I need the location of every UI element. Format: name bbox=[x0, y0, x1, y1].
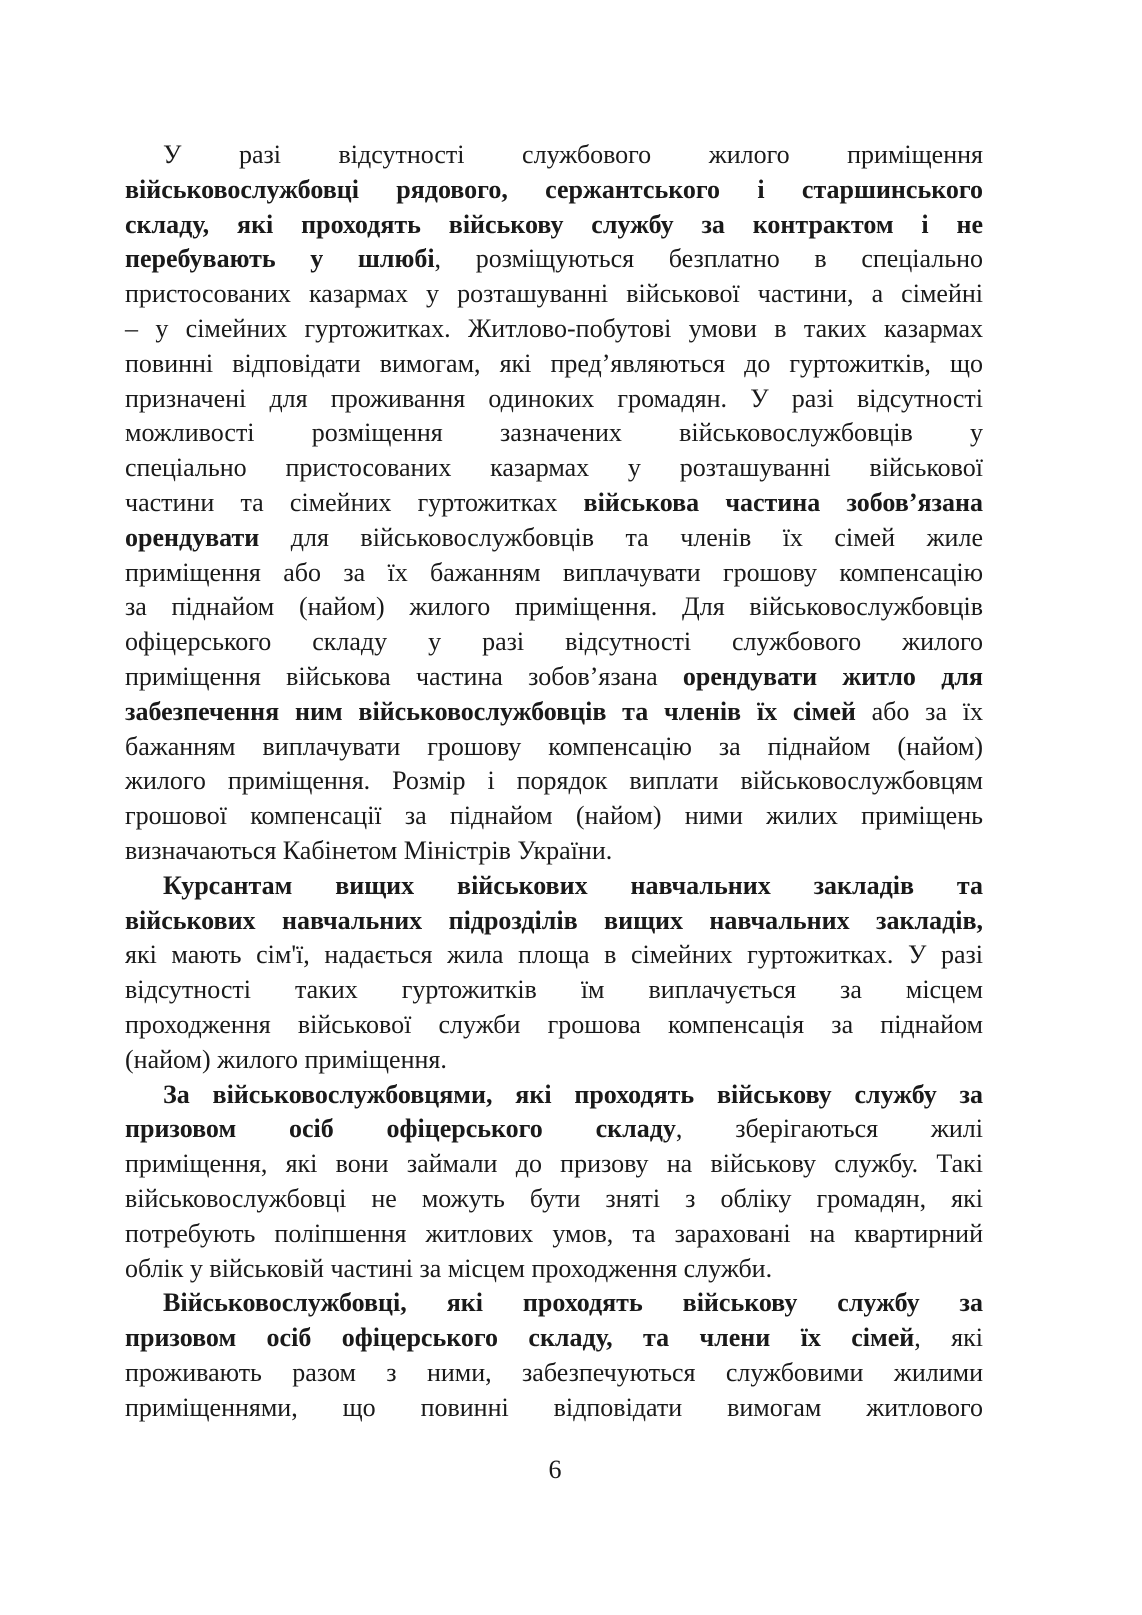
text-line bbox=[125, 451, 983, 486]
text-line bbox=[125, 1321, 983, 1356]
bold-text: військових навчальних підрозділів вищих навчальних закладів, bbox=[125, 905, 983, 935]
text-line bbox=[125, 242, 983, 277]
text-line bbox=[125, 590, 983, 625]
text-line bbox=[125, 486, 983, 521]
text-line bbox=[125, 1356, 983, 1391]
text: грошової компенсації за піднайом (найом) ними жилих приміщень bbox=[125, 801, 983, 831]
text: спеціально пристосованих казармах у розташуванні військової bbox=[125, 453, 983, 483]
text: можливості розміщення зазначених військовослужбовців у bbox=[125, 418, 983, 448]
text-line bbox=[125, 764, 983, 799]
bold-text: Військовослужбовці, які проходять військову службу за bbox=[163, 1288, 983, 1318]
text: визначаються Кабінетом Міністрів України. bbox=[125, 835, 613, 865]
text: облік у військовій частині за місцем проходження служби. bbox=[125, 1253, 773, 1283]
text: , зберігаються жилі bbox=[675, 1114, 984, 1144]
text-line bbox=[125, 1112, 983, 1147]
text: для військовослужбовців та членів їх сімей жиле bbox=[259, 522, 983, 552]
text: приміщення військова частина зобов’язана bbox=[125, 661, 683, 691]
text-line bbox=[125, 973, 983, 1008]
text: , які bbox=[914, 1323, 983, 1353]
bold-text: За військовослужбовцями, які проходять військову службу за bbox=[163, 1079, 983, 1109]
text-line bbox=[125, 1078, 983, 1113]
text-line bbox=[125, 277, 983, 312]
page-number: 6 bbox=[548, 1455, 562, 1484]
paragraph bbox=[125, 1286, 983, 1425]
text-line bbox=[125, 904, 983, 939]
text: – у сімейних гуртожитках. Житлово-побутові умови в таких казармах bbox=[125, 313, 983, 343]
text-line bbox=[125, 1008, 983, 1043]
paragraph bbox=[125, 138, 983, 869]
text-line bbox=[125, 312, 983, 347]
text: відсутності таких гуртожитків їм виплачується за місцем bbox=[125, 975, 983, 1005]
text: приміщення або за їх бажанням виплачувати грошову компенсацію bbox=[125, 557, 983, 587]
text-line bbox=[125, 834, 983, 869]
text: за піднайом (найом) жилого приміщення. Для військовослужбовців bbox=[125, 592, 983, 622]
text-line bbox=[125, 938, 983, 973]
text: жилого приміщення. Розмір і порядок виплати військовослужбовцям bbox=[125, 766, 983, 796]
text: проходження військової служби грошова компенсація за піднайом bbox=[125, 1009, 983, 1039]
text: У разі відсутності службового жилого приміщення bbox=[163, 140, 983, 169]
text: , розміщуються безплатно в спеціально bbox=[434, 244, 983, 274]
bold-text: Курсантам вищих військових навчальних закладів та bbox=[163, 870, 983, 900]
text: потребують поліпшення житлових умов, та зараховані на квартирний bbox=[125, 1218, 983, 1248]
text-line bbox=[125, 1043, 983, 1078]
bold-text: призовом осіб офіцерського складу bbox=[125, 1114, 676, 1144]
text-line bbox=[125, 1217, 983, 1252]
bold-text: військовослужбовці рядового, сержантського і старшинського bbox=[125, 174, 983, 204]
text-line bbox=[125, 138, 983, 173]
bold-text: військова частина зобов’язана bbox=[583, 487, 983, 517]
text: офіцерського складу у разі відсутності службового жилого bbox=[125, 627, 983, 657]
text: бажанням виплачувати грошову компенсацію за піднайом (найом) bbox=[125, 731, 983, 761]
bold-text: перебувають у шлюбі bbox=[125, 244, 435, 274]
text-line bbox=[125, 1147, 983, 1182]
text: (найом) жилого приміщення. bbox=[125, 1044, 447, 1074]
text: або за їх bbox=[855, 696, 983, 726]
bold-text: орендувати bbox=[125, 522, 260, 552]
bold-text: складу, які проходять військову службу за контрактом і не bbox=[125, 209, 983, 239]
text-line bbox=[125, 382, 983, 417]
text: повинні відповідати вимогам, які пред’являються до гуртожитків, що bbox=[125, 348, 983, 378]
bold-text: орендувати житло для bbox=[682, 661, 983, 691]
text: частини та сімейних гуртожитках bbox=[125, 487, 584, 517]
text-line bbox=[125, 521, 983, 556]
bold-text: призовом осіб офіцерського складу, та члени їх сімей bbox=[125, 1323, 915, 1353]
document-body bbox=[125, 138, 983, 1425]
text-line bbox=[125, 1252, 983, 1287]
text-line bbox=[125, 416, 983, 451]
text-line bbox=[125, 1391, 983, 1426]
text: призначені для проживання одиноких громадян. У разі відсутності bbox=[125, 383, 983, 413]
paragraph bbox=[125, 869, 983, 1078]
text: які мають сім'ї, надається жила площа в сімейних гуртожитках. У разі bbox=[125, 940, 983, 970]
text-line bbox=[125, 625, 983, 660]
paragraph bbox=[125, 1078, 983, 1287]
text-line bbox=[125, 660, 983, 695]
text: приміщеннями, що повинні відповідати вимогам житлового bbox=[125, 1392, 983, 1422]
text: військовослужбовці не можуть бути зняті з обліку громадян, які bbox=[125, 1183, 983, 1213]
text-line bbox=[125, 1182, 983, 1217]
text-line bbox=[125, 208, 983, 243]
text-line bbox=[125, 730, 983, 765]
text: пристосованих казармах у розташуванні військової частини, а сімейні bbox=[125, 279, 983, 309]
text-line bbox=[125, 556, 983, 591]
text: приміщення, які вони займали до призову на військову службу. Такі bbox=[125, 1149, 983, 1179]
text-line bbox=[125, 869, 983, 904]
text-line bbox=[125, 347, 983, 382]
text-line bbox=[125, 1286, 983, 1321]
text-line bbox=[125, 799, 983, 834]
text-line bbox=[125, 695, 983, 730]
bold-text: забезпечення ним військовослужбовців та членів їх сімей bbox=[125, 696, 856, 726]
text: проживають разом з ними, забезпечуються службовими жилими bbox=[125, 1357, 983, 1387]
text-line bbox=[125, 173, 983, 208]
